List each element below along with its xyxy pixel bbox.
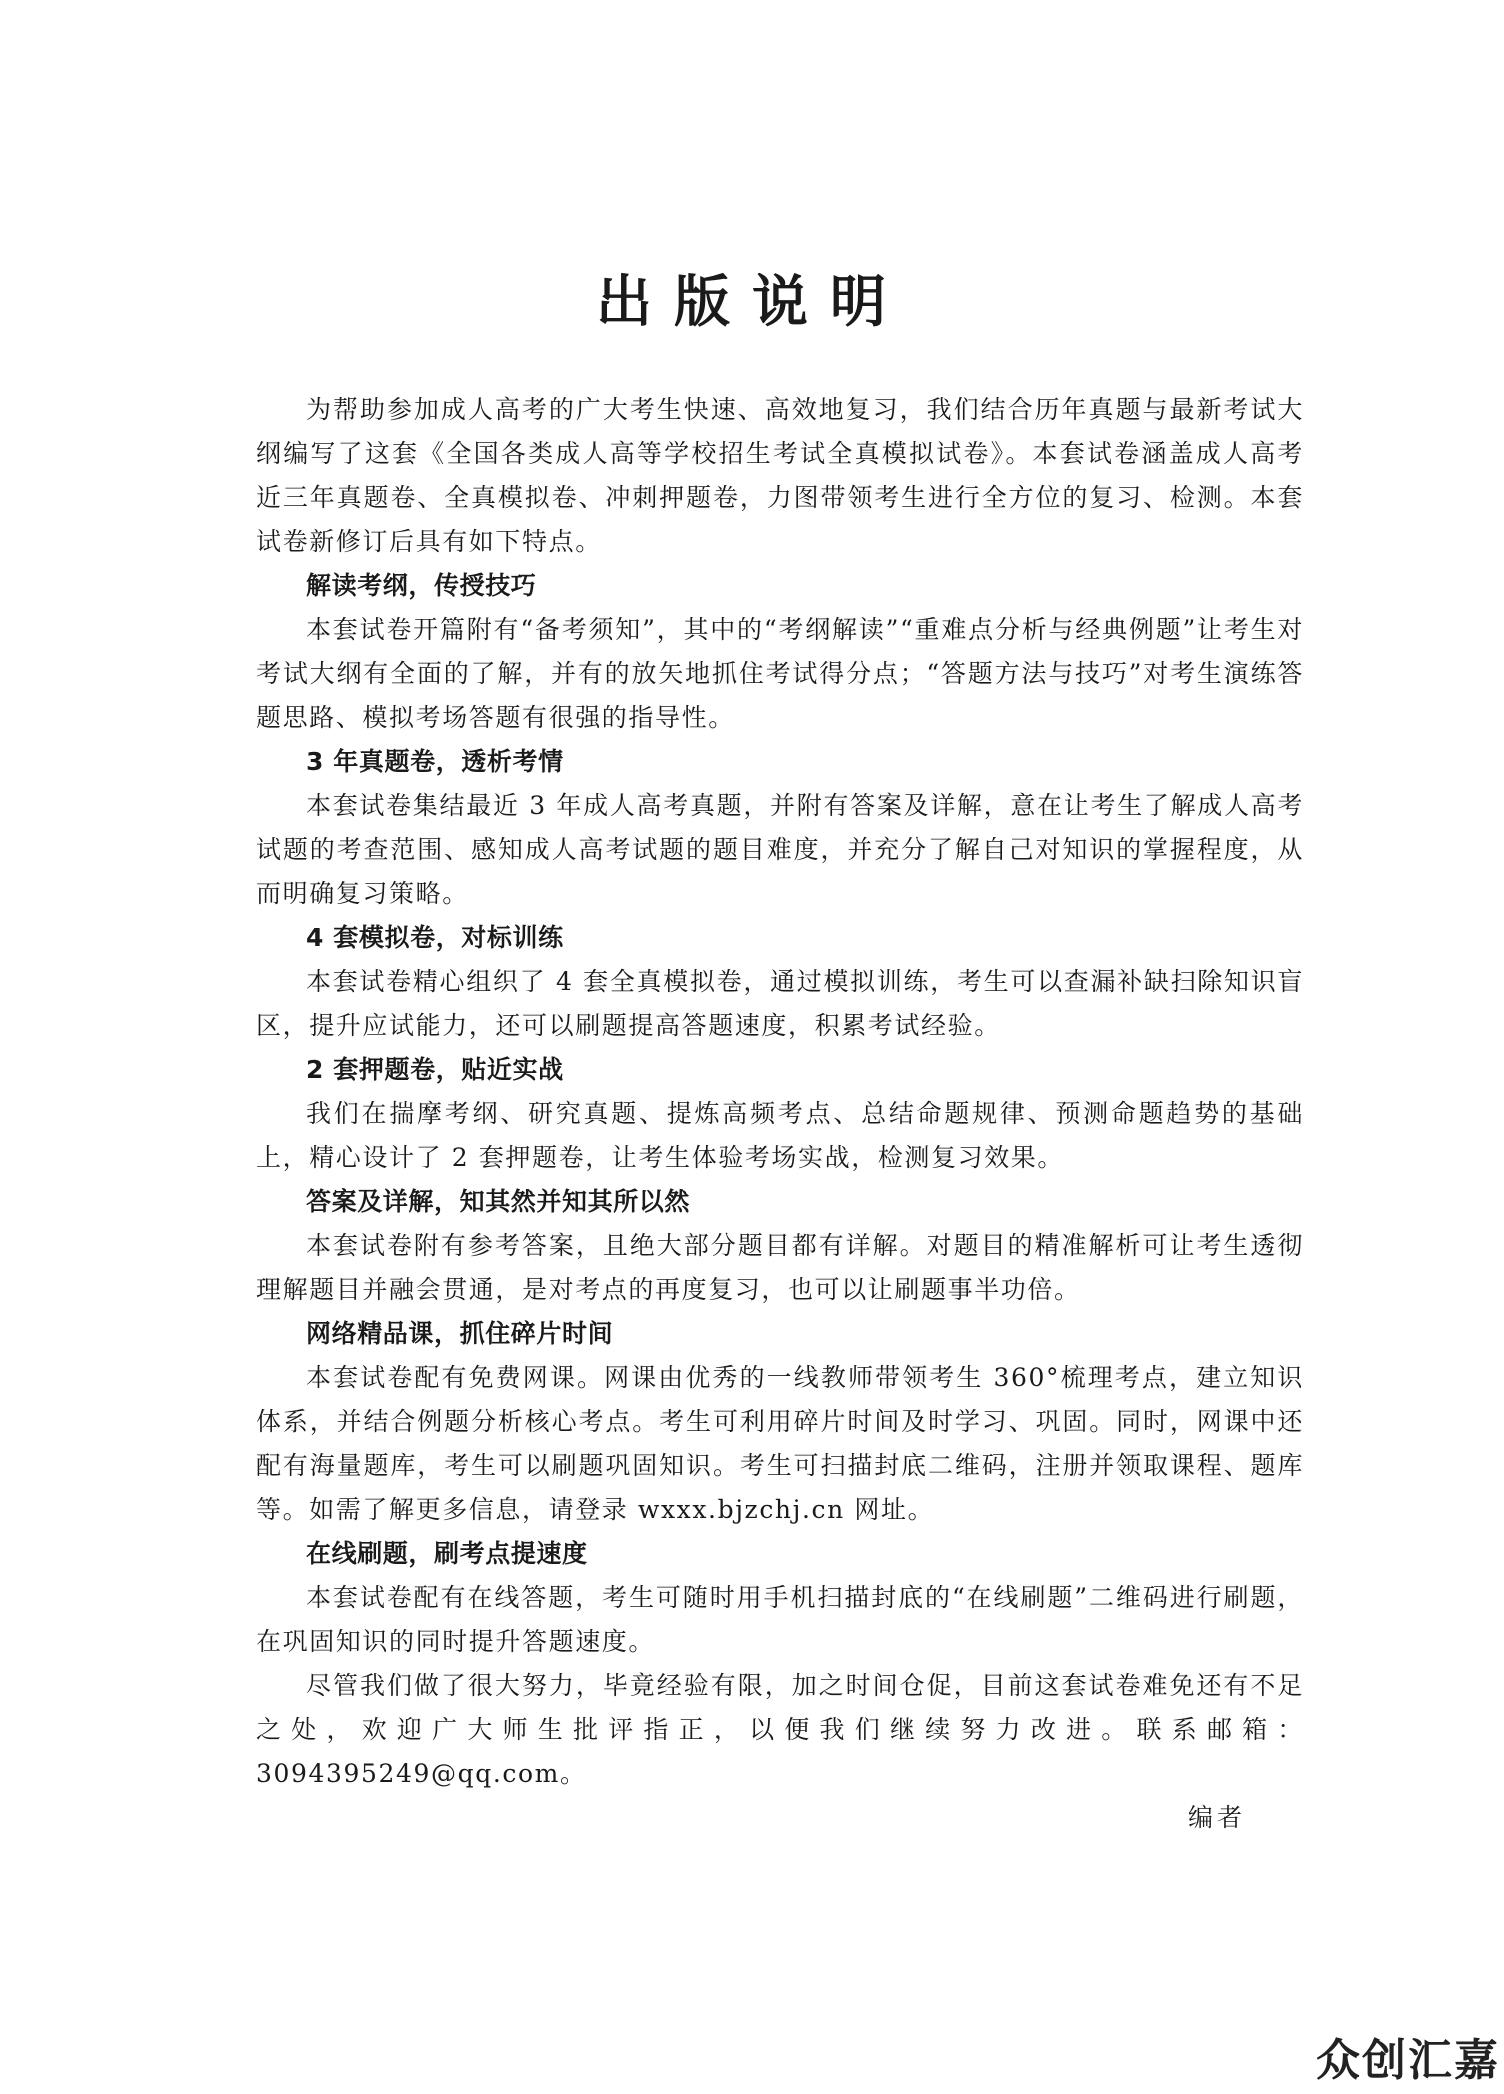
section-heading: 答案及详解，知其然并知其所以然 <box>306 1187 691 1216</box>
section-paragraph: 本套试卷配有在线答题，考生可随时用手机扫描封底的“在线刷题”二维码进行刷题，在巩固知识的同时提升答题速度。 <box>256 1583 1304 1656</box>
section-heading: 在线刷题，刷考点提速度 <box>306 1539 588 1568</box>
section-heading: 4 套模拟卷，对标训练 <box>306 923 564 952</box>
section-paragraph: 本套试卷开篇附有“备考须知”，其中的“考纲解读”“重难点分析与经典例题”让考生对考试大纲有全面的了解，并有的放矢地抓住考试得分点；“答题方法与技巧”对考生演练答题思路、模拟考场答题有很强的指导性。 <box>256 615 1304 732</box>
section-heading: 网络精品课，抓住碎片时间 <box>306 1319 614 1348</box>
page-title: 出版说明 <box>596 269 908 335</box>
section-paragraph: 本套试卷精心组织了 4 套全真模拟卷，通过模拟训练，考生可以查漏补缺扫除知识盲区，提升应试能力，还可以刷题提高答题速度，积累考试经验。 <box>256 967 1304 1040</box>
closing-paragraph: 尽管我们做了很大努力，毕竟经验有限，加之时间仓促，目前这套试卷难免还有不足之处，欢迎广大师生批评指正，以便我们继续努力改进。联系邮箱：3094395249@qq.com。 <box>256 1671 1304 1788</box>
document-body <box>256 388 1304 1840</box>
section-paragraph: 本套试卷附有参考答案，且绝大部分题目都有详解。对题目的精准解析可让考生透彻理解题目并融会贯通，是对考点的再度复习，也可以让刷题事半功倍。 <box>256 1231 1304 1304</box>
signature: 编者 <box>1187 1803 1246 1832</box>
section-paragraph: 我们在揣摩考纲、研究真题、提炼高频考点、总结命题规律、预测命题趋势的基础上，精心设计了 2 套押题卷，让考生体验考场实战，检测复习效果。 <box>256 1099 1304 1172</box>
section-heading: 解读考纲，传授技巧 <box>306 571 537 600</box>
watermark-logo: 众创汇嘉 <box>1316 2035 1500 2086</box>
section-paragraph: 本套试卷集结最近 3 年成人高考真题，并附有答案及详解，意在让考生了解成人高考试题的考查范围、感知成人高考试题的题目难度，并充分了解自己对知识的掌握程度，从而明确复习策略。 <box>256 791 1304 908</box>
intro-paragraph: 为帮助参加成人高考的广大考生快速、高效地复习，我们结合历年真题与最新考试大纲编写了这套《全国各类成人高等学校招生考试全真模拟试卷》。本套试卷涵盖成人高考近三年真题卷、全真模拟卷、冲刺押题卷，力图带领考生进行全方位的复习、检测。本套试卷新修订后具有如下特点。 <box>256 395 1304 556</box>
section-heading: 2 套押题卷，贴近实战 <box>306 1055 564 1084</box>
section-paragraph: 本套试卷配有免费网课。网课由优秀的一线教师带领考生 360°梳理考点，建立知识体系，并结合例题分析核心考点。考生可利用碎片时间及时学习、巩固。同时，网课中还配有海量题库，考生可以刷题巩固知识。考生可扫描封底二维码，注册并领取课程、题库等。如需了解更多信息，请登录 wxxx.bjzchj.cn 网址。 <box>256 1363 1304 1524</box>
section-heading: 3 年真题卷，透析考情 <box>306 747 564 776</box>
